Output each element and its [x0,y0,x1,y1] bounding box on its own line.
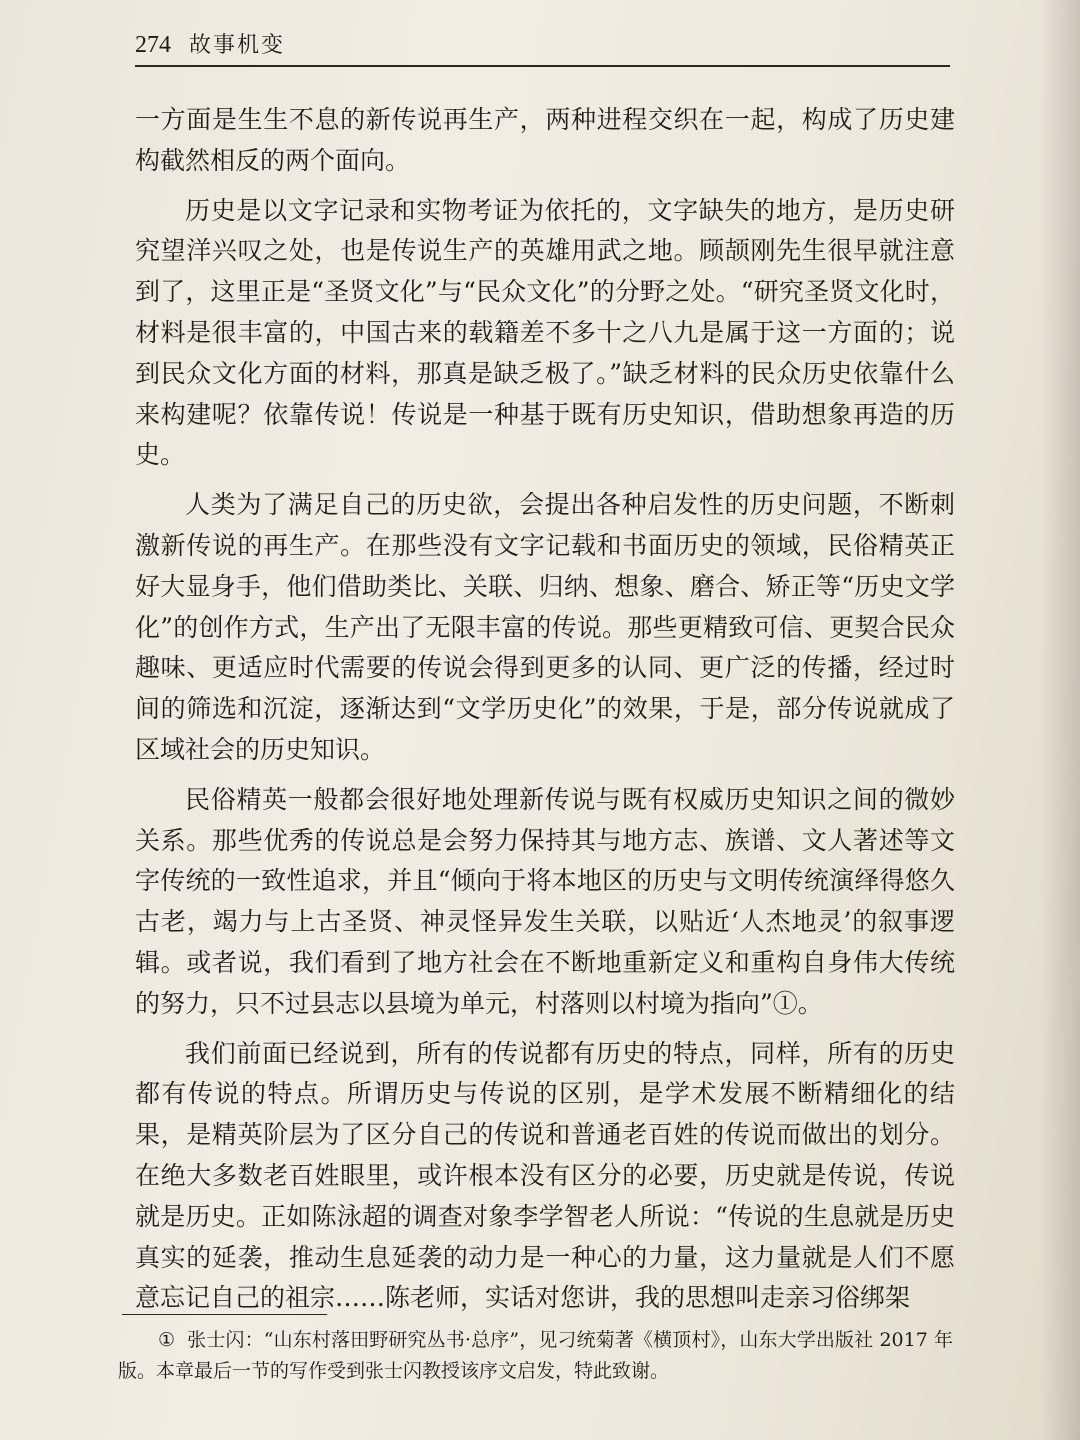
paragraph-2: 历史是以文字记录和实物考证为依托的，文字缺失的地方，是历史研究望洋兴叹之处，也是传说生产的英雄用武之地。顾颉刚先生很早就注意到了，这里正是“圣贤文化”与“民众文化”的分野之处。“研究圣贤文化时，材料是很丰富的，中国古来的载籍差不多十之八九是属于这一方面的；说到民众文化方面的材料，那真是缺乏极了。”缺乏材料的民众历史依靠什么来构建呢？依靠传说！传说是一种基于既有历史知识，借助想象再造的历史。 [135,195,955,470]
paragraph-3: 人类为了满足自己的历史欲，会提出各种启发性的历史问题，不断刺激新传说的再生产。在那些没有文字记载和书面历史的领域，民俗精英正好大显身手，他们借助类比、关联、归纳、想象、磨合、矫正等“历史文学化”的创作方式，生产出了无限丰富的传说。那些更精致可信、更契合民众趣味、更适应时代需要的传说会得到更多的认同、更广泛的传播，经过时间的筛选和沉淀，逐渐达到“文学历史化”的效果，于是，部分传说就成了区域社会的历史知识。 [135,490,955,764]
footnote [118,1325,953,1387]
paragraph-1: 一方面是生生不息的新传说再生产，两种进程交织在一起，构成了历史建构截然相反的两个面向。 [135,105,955,175]
page-number: 274 [135,32,171,58]
footnote-divider [122,1314,327,1315]
body-text [135,100,955,1328]
footnote-marker: ① [158,1329,176,1351]
footnote-text: 张士闪：“山东村落田野研究丛书·总序”，见刁统菊著《横顶村》，山东大学出版社 2017 年版。本章最后一节的写作受到张士闪教授该序文启发，特此致谢。 [118,1329,953,1382]
page-header [135,27,950,67]
paragraph-4: 民俗精英一般都会很好地处理新传说与既有权威历史知识之间的微妙关系。那些优秀的传说总是会努力保持其与地方志、族谱、文人著述等文字传统的一致性追求，并且“倾向于将本地区的历史与文明传统演绎得悠久古老，竭力与上古圣贤、神灵怪异发生关联，以贴近‘人杰地灵’的叙事逻辑。或者说，我们看到了地方社会在不断地重新定义和重构自身伟大传统的努力，只不过县志以县境为单元，村落则以村境为指向”①。 [135,784,955,1018]
paragraph-5: 我们前面已经说到，所有的传说都有历史的特点，同样，所有的历史都有传说的特点。所谓历史与传说的区别，是学术发展不断精细化的结果，是精英阶层为了区分自己的传说和普通老百姓的传说而做出的划分。在绝大多数老百姓眼里，或许根本没有区分的必要，历史就是传说，传说就是历史。正如陈泳超的调查对象李学智老人所说：“传说的生息就是历史真实的延袭，推动生息延袭的动力是一种心的力量，这力量就是人们不愿意忘记自己的祖宗……陈老师，实话对您讲，我的思想叫走亲习俗绑架 [135,1038,955,1313]
running-title: 故事机变 [189,33,286,58]
